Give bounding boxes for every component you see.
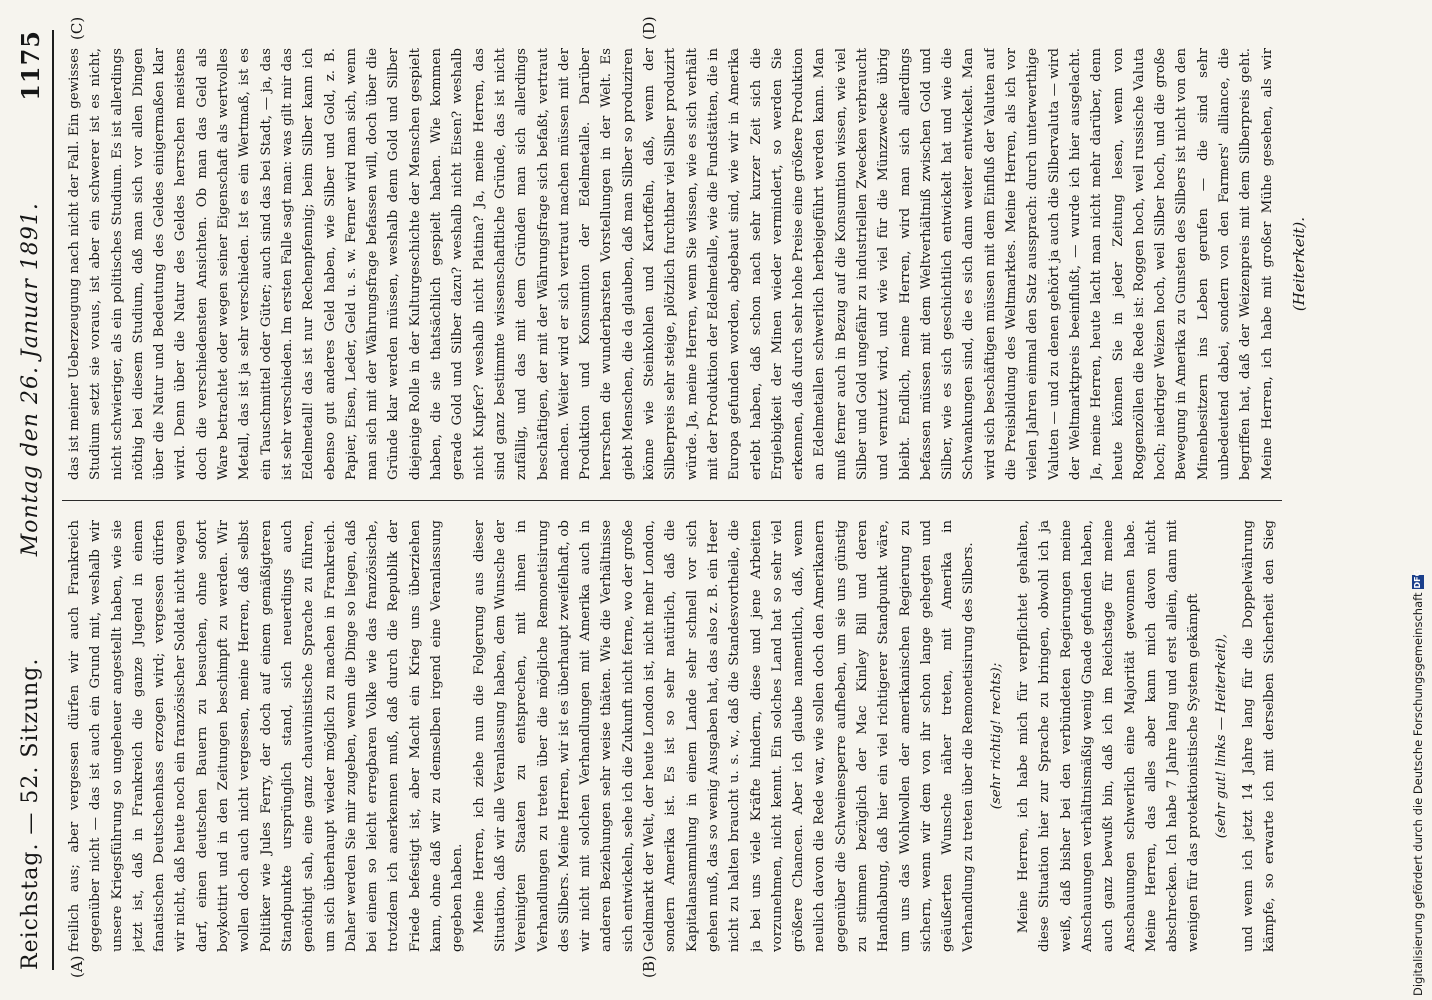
dfg-logo-icon: DFG [1413,569,1422,589]
margin-mark-c: (C) [68,16,86,40]
closing-interjection: (Heiterkeit). [1290,216,1308,312]
margin-mark-a: (A) [68,955,86,978]
paragraph: und wenn ich jetzt 14 Jahre lang für die Doppelwährung kämpfe, so erwarte ich mit derselben Sicherheit den Sieg [1241,520,1278,952]
interjection: (sehr richtig! rechts); [988,662,1004,810]
paragraph: Meine Herren, ich ziehe nun die Folgerung aus dieser Situation, daß wir alle Veranlassung haben, dem Wunsche der Vereinigten Staaten zu entsprechen, mit ihnen in Verhandlungen zu treten über die mögliche Remonetisirung des Silbers. Meine Herren, wir ist es überhaupt zweifelhaft, ob wir nicht mit solchen Verhandlungen mit Amerika auch in anderen Beziehungen sehr weise thäten. Wie die Verhältnisse sich entwickeln, sehe ich die Zukunft nicht ferne, wo der große Geldmarkt der Welt, der heute London ist, nicht mehr London, sondern Amerika ist. Es ist so sehr natürlich, daß die Kapitalansammlung in einem Lande sehr schnell vor sich gehen muß, das so wenig Ausgaben hat, das also z. B. ein Heer nicht zu halten braucht u. s. w., daß die Standesvortheile, die ja bei uns viele Kräfte hindern, diese und jene Arbeiten vorzunehmen, nicht kennt. Ein solches Land hat so sehr viel größere Chancen. Aber ich glaube namentlich, daß, wenn neulich davon die Rede war, wie sollen doch den Amerikanern gegenüber die Schweinesperre aufheben, um sie uns günstig zu stimmen bezüglich der Mac Kinley Bill und deren Handhabung, daß hier ein viel richtigerer Standpunkt wäre, um uns das Wohlwollen der amerikanischen Regierung zu sichern, wenn wir dem von ihr schon lange gehegten und geäußerten Wunsche näher treten, mit Amerika in Verhandlung zu treten über die Remonetisirung des Silbers. [471,520,977,952]
right-column [64,48,1282,480]
digitization-text: Digitalisierung gefördert durch die Deutsche Forschungsgemeinschaft [1411,592,1425,996]
margin-mark-b: (B) [640,955,658,978]
margin-mark-d: (D) [640,16,658,40]
header-date: Montag den 26. Januar 1891. [17,202,43,557]
page-number: 1175 [15,30,45,101]
left-column [64,520,1282,952]
paragraph: Meine Herren, ich habe mich für verpflichtet gehalten, diese Situation hier zur Sprache zu bringen, obwohl ich ja weiß, daß bisher bei den verbündeten Regierungen meine Anschauungen verhältnismäßig wenig Gnade gefunden haben, auch ganz bewußt bin, daß ich im Reichstage für meine Anschauungen schwerlich eine Majorität gewonnen habe. Meine Herren, das alles aber kann mich davon nicht abschrecken. Ich habe 7 Jahre lang und erst allein, dann mit wenigen für das protektionistische System gekämpft [1016,520,1202,952]
interjection: (sehr gut! links — Heiterkeit), [1213,633,1229,839]
digitization-credit [1410,0,1426,1000]
paragraph: das ist meiner Ueberzeugung nach nicht der Fall. Ein gewisses Studium setzt sie voraus, ist aber ein schwerer ist es nicht, nicht schwieriger, als ein politisches Studium. Es ist allerdings nöthig bei diesem Studium, daß man sich vor allen Dingen über die Natur und Bedeutung des Geldes einigermaßen klar wird. Denn über die Natur des Geldes herrschen meistens doch die verschiedensten Ansichten. Ob man das Geld als Ware betrachtet oder wegen seiner Eigenschaft als wertvolles Metall, das ist ja sehr verschieden. Ist es ein Wertmaß, ist es ein Tauschmittel oder Güter; auch sind das bei Stadt, — ja, das ist sehr verschieden. Im ersten Falle sagt man: was gilt mir das Edelmetall! das ist nur Rechenpfennig; beim Silber kann ich ebenso gut anderes Geld haben, wie Silber und Gold, z. B. Papier, Eisen, Leder, Geld u. s. w. Ferner wird man sich, wenn man sich mit der Währungsfrage befassen will, doch über die Gründe klar werden müssen, weshalb denn Gold und Silber diejenige Rolle in der Kulturgeschichte der Menschen gespielt haben, die sie thatsächlich gespielt haben. Wie kommen gerade Gold und Silber dazu? weshalb nicht Eisen? weshalb nicht Kupfer? weshalb nicht Platina? Ja, meine Herren, das sind ganz bestimmte wissenschaftliche Gründe, das ist nicht zufällig, und das mit dem Gründen man sich allerdings beschäftigen, der mit der Währungsfrage sich befaßt, vertraut machen. Weiter wird er sich vertraut machen müssen mit der Produktion und Konsumtion der Edelmetalle. Darüber herrschen die wunderbarsten Vorstellungen in der Welt. Es giebt Menschen, die da glauben, daß man Silber so produziren könne wie Steinkohlen und Kartoffeln, daß, wenn der Silberpreis sehr steige, plötzlich furchtbar viel Silber produzirt würde. Ja, meine Herren, wenn Sie wissen, wie es sich verhält mit der Produktion der Edelmetalle, wie die Fundstätten, die in Europa gefunden worden, abgebaut sind, wie wir in Amerika erlebt haben, daß schon nach sehr kurzer Zeit sich die Ergiebigkeit der Minen wieder vermindert, so werden Sie erkennen, daß durch sehr hohe Preise eine größere Produktion an Edelmetallen schwerlich herbeigeführt werden kann. Man muß ferner auch in Bezug auf die Konsumtion wissen, wie viel Silber und Gold ungefähr zu industriellen Zwecken verbraucht und vernutzt wird, und wie viel für die Münzzwecke übrig bleibt. Endlich, meine Herren, wird man sich allerdings befassen müssen mit dem Weltverhältniß zwischen Gold und Silber, wie es sich geschichtlich entwickelt hat und wie die Schwankungen sind, die es sich dann weiter entwickelt. Man wird sich beschäftigen müssen mit dem Einfluß der Valuten auf die Preisbildung des Weltmarktes. Meine Herren, als ich vor vielen Jahren einmal den Satz aussprach: durch unterwerthige Valuten — und zu denen gehört ja auch die Silbervaluta — wird der Weltmarktpreis beeinflußt, — wurde ich hier ausgelacht. Ja, meine Herren, heute lacht man nicht mehr darüber, denn heute können Sie in jeder Zeitung lesen, wenn von Roggenzöllen die Rede ist: Roggen hoch, weil russische Valuta hoch; niedriger Weizen hoch, weil Silber hoch, und die große Bewegung in Amerika zu Gunsten des Silbers ist nicht von den Minenbesitzern ins Leben gerufen — die sind sehr unbedeutend dabei, sondern von den Farmers' alliance, die begriffen hat, daß der Weizenpreis mit dem Silberpreis geht. Meine Herren, ich habe mit großer Mühe gesehen, als wir [67,48,1275,480]
column-divider [62,500,1282,501]
paragraph: freilich aus; aber vergessen dürfen wir auch Frankreich gegenüber nicht — das ist auch ein Grund mit, weshalb wir unsere Kriegsführung so ungeheuer angestellt haben, wie sie jetzt ist, daß in Frankreich die ganze Jugend in einem fanatischen Deutschenhass erzogen wird; vergessen dürfen wir nicht, daß heute noch ein französischer Soldat nicht wagen darf, einen deutschen Bauern zu besuchen, ohne sofort boykottirt und in den Zeitungen beschimpft zu werden. Wir wollen doch auch nicht vergessen, meine Herren, daß selbst Politiker wie Jules Ferry, der doch auf einem gemäßigteren Standpunkte ursprünglich stand, sich neuerdings auch genöthigt sah, eine ganz chauvinistische Sprache zu führen, um sich überhaupt wieder möglich zu machen in Frankreich. Daher werden Sie mir zugeben, wenn die Dinge so liegen, daß bei einem so leicht erregbaren Volke wie das französische, trotzdem ich anerkennen muß, daß durch die Republik der Friede befestigt ist, aber Macht ein Krieg uns überziehen kann, ohne daß wir zu demselben irgend eine Veranlassung gegeben haben. [67,520,466,952]
header-left: Reichstag. — 52. Sitzung. [17,657,43,970]
page-header [8,30,54,970]
